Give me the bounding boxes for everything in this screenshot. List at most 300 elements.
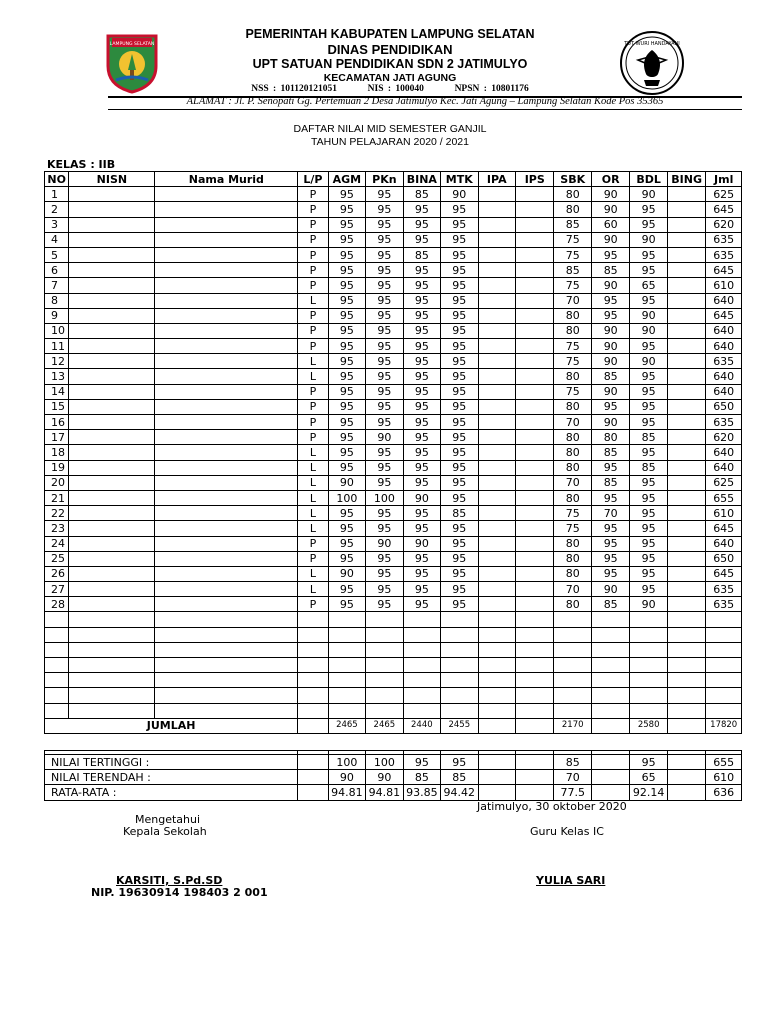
table-cell xyxy=(478,278,515,293)
table-cell: 635 xyxy=(706,582,742,597)
empty-row xyxy=(45,612,742,627)
table-cell xyxy=(69,627,155,642)
table-cell xyxy=(69,597,155,612)
table-cell xyxy=(516,521,554,536)
stat-value xyxy=(298,755,328,770)
table-cell xyxy=(478,323,515,338)
column-header-pkn: PKn xyxy=(366,172,403,187)
table-cell xyxy=(45,703,69,718)
table-cell xyxy=(554,642,591,657)
table-cell xyxy=(630,688,667,703)
table-cell xyxy=(706,658,742,673)
total-cell: 2465 xyxy=(328,718,365,733)
table-cell: 90 xyxy=(591,384,629,399)
table-cell xyxy=(155,597,298,612)
table-cell xyxy=(667,566,705,581)
table-cell xyxy=(45,612,69,627)
table-cell: 1 xyxy=(45,187,69,202)
table-row xyxy=(45,202,742,217)
table-cell: 95 xyxy=(366,202,403,217)
table-cell: 95 xyxy=(403,202,440,217)
district-logo xyxy=(100,30,164,94)
table-cell: 15 xyxy=(45,399,69,414)
table-cell xyxy=(155,521,298,536)
table-cell: 80 xyxy=(554,490,591,505)
table-cell: 95 xyxy=(328,415,365,430)
table-cell xyxy=(478,612,515,627)
table-cell: 90 xyxy=(591,323,629,338)
table-cell xyxy=(591,612,629,627)
stat-value xyxy=(667,770,705,785)
table-cell: 90 xyxy=(591,232,629,247)
table-cell xyxy=(298,612,328,627)
table-cell: 80 xyxy=(554,445,591,460)
table-cell xyxy=(516,369,554,384)
table-cell xyxy=(667,415,705,430)
table-row xyxy=(45,582,742,597)
table-row xyxy=(45,521,742,536)
table-cell: 75 xyxy=(554,384,591,399)
total-cell xyxy=(478,718,515,733)
table-cell xyxy=(478,293,515,308)
table-cell: 610 xyxy=(706,278,742,293)
table-row xyxy=(45,399,742,414)
table-cell: 80 xyxy=(554,187,591,202)
table-cell xyxy=(667,521,705,536)
stat-label: NILAI TERENDAH : xyxy=(45,770,298,785)
stat-value: 85 xyxy=(441,770,478,785)
table-cell: 95 xyxy=(630,202,667,217)
table-cell: 95 xyxy=(441,551,478,566)
table-cell: P xyxy=(298,187,328,202)
table-cell xyxy=(155,369,298,384)
table-cell xyxy=(516,627,554,642)
table-cell xyxy=(554,688,591,703)
stat-value: 610 xyxy=(706,770,742,785)
table-cell xyxy=(630,658,667,673)
table-cell: 85 xyxy=(441,506,478,521)
table-cell: 95 xyxy=(366,384,403,399)
principal-nip: NIP. 19630914 198403 2 001 xyxy=(91,886,268,899)
stat-value xyxy=(667,755,705,770)
table-cell: 16 xyxy=(45,415,69,430)
stat-value xyxy=(516,785,554,800)
table-cell xyxy=(155,460,298,475)
table-cell: 95 xyxy=(328,460,365,475)
table-row xyxy=(45,217,742,232)
table-cell xyxy=(403,688,440,703)
table-cell xyxy=(667,612,705,627)
table-cell: 90 xyxy=(591,187,629,202)
column-header-ipa: IPA xyxy=(478,172,515,187)
stat-value xyxy=(298,770,328,785)
table-cell: 95 xyxy=(630,415,667,430)
table-cell: 95 xyxy=(403,415,440,430)
table-cell: 95 xyxy=(403,399,440,414)
table-cell: 95 xyxy=(591,308,629,323)
table-cell xyxy=(478,506,515,521)
total-cell: 2170 xyxy=(554,718,591,733)
table-cell: 625 xyxy=(706,187,742,202)
table-cell: 95 xyxy=(328,384,365,399)
table-cell xyxy=(441,673,478,688)
stat-value: 636 xyxy=(706,785,742,800)
table-cell: 95 xyxy=(366,506,403,521)
table-cell: 95 xyxy=(366,247,403,262)
table-row xyxy=(45,232,742,247)
table-cell xyxy=(155,536,298,551)
table-cell xyxy=(298,658,328,673)
table-cell: 95 xyxy=(366,582,403,597)
table-cell xyxy=(516,490,554,505)
table-cell xyxy=(155,566,298,581)
stat-value: 90 xyxy=(328,770,365,785)
table-cell: P xyxy=(298,232,328,247)
table-cell: 95 xyxy=(328,597,365,612)
table-cell xyxy=(667,703,705,718)
table-row xyxy=(45,415,742,430)
header-district: KECAMATAN JATI AGUNG xyxy=(323,72,457,84)
table-cell: 95 xyxy=(403,597,440,612)
table-cell: 75 xyxy=(554,354,591,369)
table-cell xyxy=(706,673,742,688)
statistics-table xyxy=(44,750,742,801)
table-cell: 25 xyxy=(45,551,69,566)
column-header-nisn: NISN xyxy=(69,172,155,187)
table-cell: 95 xyxy=(403,278,440,293)
table-cell xyxy=(69,263,155,278)
table-cell xyxy=(155,475,298,490)
table-cell: 95 xyxy=(441,566,478,581)
table-cell: 95 xyxy=(630,566,667,581)
table-cell xyxy=(155,247,298,262)
table-cell: 95 xyxy=(441,369,478,384)
table-cell xyxy=(667,263,705,278)
table-cell: P xyxy=(298,339,328,354)
table-cell: 95 xyxy=(403,582,440,597)
table-cell xyxy=(667,217,705,232)
stat-value xyxy=(298,785,328,800)
table-cell xyxy=(69,642,155,657)
table-cell: L xyxy=(298,506,328,521)
table-cell: 6 xyxy=(45,263,69,278)
table-cell: 95 xyxy=(403,217,440,232)
table-cell xyxy=(667,384,705,399)
table-cell: P xyxy=(298,247,328,262)
table-cell: 95 xyxy=(366,354,403,369)
table-cell: 90 xyxy=(591,339,629,354)
table-cell xyxy=(155,506,298,521)
stat-value: 100 xyxy=(366,755,403,770)
table-cell xyxy=(155,354,298,369)
table-cell xyxy=(667,642,705,657)
table-cell: 635 xyxy=(706,247,742,262)
svg-text:TUT WURI HANDAYANI: TUT WURI HANDAYANI xyxy=(624,41,680,47)
table-cell: 80 xyxy=(554,597,591,612)
table-cell xyxy=(478,415,515,430)
table-cell: 95 xyxy=(441,202,478,217)
table-cell xyxy=(69,490,155,505)
table-cell: 95 xyxy=(591,551,629,566)
table-cell: 85 xyxy=(554,217,591,232)
table-cell: P xyxy=(298,217,328,232)
header-school: UPT SATUAN PENDIDIKAN SDN 2 JATIMULYO xyxy=(252,57,528,71)
table-cell: 95 xyxy=(441,430,478,445)
table-cell xyxy=(69,399,155,414)
table-cell xyxy=(69,673,155,688)
table-cell: 5 xyxy=(45,247,69,262)
table-cell: 95 xyxy=(403,369,440,384)
table-cell xyxy=(403,642,440,657)
table-cell xyxy=(478,263,515,278)
table-cell: 85 xyxy=(591,445,629,460)
stat-value: 94.81 xyxy=(366,785,403,800)
table-cell: 95 xyxy=(591,566,629,581)
class-label: KELAS : IIB xyxy=(47,158,116,171)
table-cell xyxy=(328,658,365,673)
table-cell: 95 xyxy=(441,521,478,536)
stat-value: 85 xyxy=(403,770,440,785)
table-cell: 60 xyxy=(591,217,629,232)
table-row xyxy=(45,263,742,278)
table-cell: 65 xyxy=(630,278,667,293)
table-cell: 95 xyxy=(366,369,403,384)
table-cell: P xyxy=(298,263,328,278)
table-cell: 10 xyxy=(45,323,69,338)
table-cell: 95 xyxy=(630,582,667,597)
table-cell xyxy=(69,536,155,551)
table-cell xyxy=(155,688,298,703)
table-cell: 95 xyxy=(328,202,365,217)
table-cell xyxy=(69,339,155,354)
table-cell: 95 xyxy=(328,187,365,202)
table-cell: 95 xyxy=(441,293,478,308)
table-cell xyxy=(478,202,515,217)
table-cell: 610 xyxy=(706,506,742,521)
table-cell: 4 xyxy=(45,232,69,247)
table-cell xyxy=(298,703,328,718)
table-cell xyxy=(69,703,155,718)
table-cell: 625 xyxy=(706,475,742,490)
stat-row xyxy=(45,785,742,800)
table-cell: 640 xyxy=(706,369,742,384)
empty-row xyxy=(45,658,742,673)
table-cell xyxy=(706,612,742,627)
totals-label: JUMLAH xyxy=(45,718,298,733)
table-cell xyxy=(69,232,155,247)
table-cell: 640 xyxy=(706,293,742,308)
table-cell: 635 xyxy=(706,354,742,369)
stat-value: 95 xyxy=(630,755,667,770)
teacher-title: Guru Kelas IC xyxy=(530,825,604,838)
table-cell: 95 xyxy=(366,339,403,354)
table-cell xyxy=(667,293,705,308)
table-cell xyxy=(667,354,705,369)
table-cell xyxy=(366,673,403,688)
table-cell xyxy=(478,658,515,673)
table-cell: 90 xyxy=(591,202,629,217)
academic-year: TAHUN PELAJARAN 2020 / 2021 xyxy=(311,136,469,148)
empty-row xyxy=(45,627,742,642)
table-cell: L xyxy=(298,445,328,460)
table-cell xyxy=(516,506,554,521)
table-cell xyxy=(478,582,515,597)
table-cell xyxy=(441,612,478,627)
table-cell: L xyxy=(298,293,328,308)
stat-value xyxy=(516,755,554,770)
table-cell xyxy=(516,399,554,414)
table-cell xyxy=(155,308,298,323)
table-cell xyxy=(155,384,298,399)
empty-row xyxy=(45,642,742,657)
table-cell: 70 xyxy=(591,506,629,521)
table-cell: 12 xyxy=(45,354,69,369)
principal-name: KARSITI, S.Pd.SD xyxy=(116,874,223,887)
stat-value xyxy=(516,770,554,785)
table-cell: 75 xyxy=(554,521,591,536)
table-cell: 95 xyxy=(591,293,629,308)
table-cell xyxy=(667,582,705,597)
table-cell xyxy=(591,642,629,657)
table-cell: 95 xyxy=(328,263,365,278)
table-cell xyxy=(441,703,478,718)
table-cell: 85 xyxy=(403,247,440,262)
stat-value xyxy=(478,785,515,800)
total-cell: 2465 xyxy=(366,718,403,733)
table-cell xyxy=(45,658,69,673)
table-cell xyxy=(516,232,554,247)
table-cell: 95 xyxy=(630,490,667,505)
svg-text:LAMPUNG SELATAN: LAMPUNG SELATAN xyxy=(109,42,155,47)
table-cell: 19 xyxy=(45,460,69,475)
table-cell: 95 xyxy=(441,339,478,354)
table-cell: 13 xyxy=(45,369,69,384)
table-cell xyxy=(478,369,515,384)
school-codes xyxy=(180,84,600,94)
table-cell xyxy=(298,688,328,703)
table-cell: 640 xyxy=(706,339,742,354)
table-cell: 95 xyxy=(366,323,403,338)
table-cell: 95 xyxy=(591,399,629,414)
table-cell xyxy=(516,582,554,597)
table-cell: 95 xyxy=(441,308,478,323)
table-cell xyxy=(328,688,365,703)
table-cell: 95 xyxy=(441,323,478,338)
table-cell xyxy=(45,642,69,657)
table-row xyxy=(45,278,742,293)
table-cell xyxy=(591,688,629,703)
table-cell: 650 xyxy=(706,399,742,414)
table-cell xyxy=(667,627,705,642)
table-cell: 100 xyxy=(366,490,403,505)
table-row xyxy=(45,354,742,369)
total-cell: 2440 xyxy=(403,718,440,733)
stat-value xyxy=(591,755,629,770)
table-cell xyxy=(667,506,705,521)
column-header-ips: IPS xyxy=(516,172,554,187)
table-cell: 635 xyxy=(706,415,742,430)
nis-code: NIS : 100040 xyxy=(367,84,424,94)
table-cell xyxy=(155,399,298,414)
table-cell xyxy=(516,308,554,323)
table-cell: 95 xyxy=(441,263,478,278)
table-cell xyxy=(69,415,155,430)
table-cell xyxy=(516,642,554,657)
table-cell xyxy=(69,384,155,399)
table-cell xyxy=(516,460,554,475)
table-cell: 95 xyxy=(328,399,365,414)
table-cell: 85 xyxy=(591,475,629,490)
table-row xyxy=(45,460,742,475)
table-cell: 80 xyxy=(554,202,591,217)
table-cell xyxy=(155,232,298,247)
table-cell: 95 xyxy=(328,247,365,262)
table-cell: 95 xyxy=(441,278,478,293)
table-cell xyxy=(298,673,328,688)
table-cell: 95 xyxy=(366,217,403,232)
table-cell xyxy=(45,673,69,688)
table-cell: 85 xyxy=(591,263,629,278)
document-title: DAFTAR NILAI MID SEMESTER GANJIL xyxy=(293,123,487,135)
table-row xyxy=(45,536,742,551)
table-cell xyxy=(155,627,298,642)
table-cell: 90 xyxy=(403,536,440,551)
table-cell xyxy=(69,293,155,308)
table-cell: 95 xyxy=(328,536,365,551)
table-cell xyxy=(667,597,705,612)
table-cell: 80 xyxy=(554,460,591,475)
table-cell: 85 xyxy=(630,430,667,445)
table-cell xyxy=(155,658,298,673)
table-cell: 80 xyxy=(554,308,591,323)
table-cell xyxy=(478,384,515,399)
table-cell: P xyxy=(298,384,328,399)
table-cell: 95 xyxy=(366,187,403,202)
table-cell: 95 xyxy=(366,415,403,430)
table-cell xyxy=(403,703,440,718)
table-cell xyxy=(516,263,554,278)
table-cell xyxy=(516,187,554,202)
table-cell: 95 xyxy=(403,308,440,323)
table-cell: 650 xyxy=(706,551,742,566)
table-cell: 645 xyxy=(706,263,742,278)
table-cell: 95 xyxy=(366,232,403,247)
total-cell: 2580 xyxy=(630,718,667,733)
stat-value: 655 xyxy=(706,755,742,770)
table-cell xyxy=(45,688,69,703)
table-cell: 95 xyxy=(366,521,403,536)
table-cell: 95 xyxy=(630,247,667,262)
table-cell: 28 xyxy=(45,597,69,612)
table-cell xyxy=(516,475,554,490)
table-cell xyxy=(516,673,554,688)
table-cell xyxy=(69,354,155,369)
table-cell: 95 xyxy=(403,475,440,490)
column-header-bing: BING xyxy=(667,172,705,187)
table-cell xyxy=(478,597,515,612)
table-cell: 2 xyxy=(45,202,69,217)
table-cell: 620 xyxy=(706,430,742,445)
table-cell: 90 xyxy=(630,187,667,202)
table-cell: 85 xyxy=(403,187,440,202)
table-cell xyxy=(155,278,298,293)
table-cell: 90 xyxy=(591,278,629,293)
table-cell: 75 xyxy=(554,339,591,354)
table-cell: 95 xyxy=(441,597,478,612)
table-cell xyxy=(516,354,554,369)
column-header-bina: BINA xyxy=(403,172,440,187)
table-cell xyxy=(667,187,705,202)
